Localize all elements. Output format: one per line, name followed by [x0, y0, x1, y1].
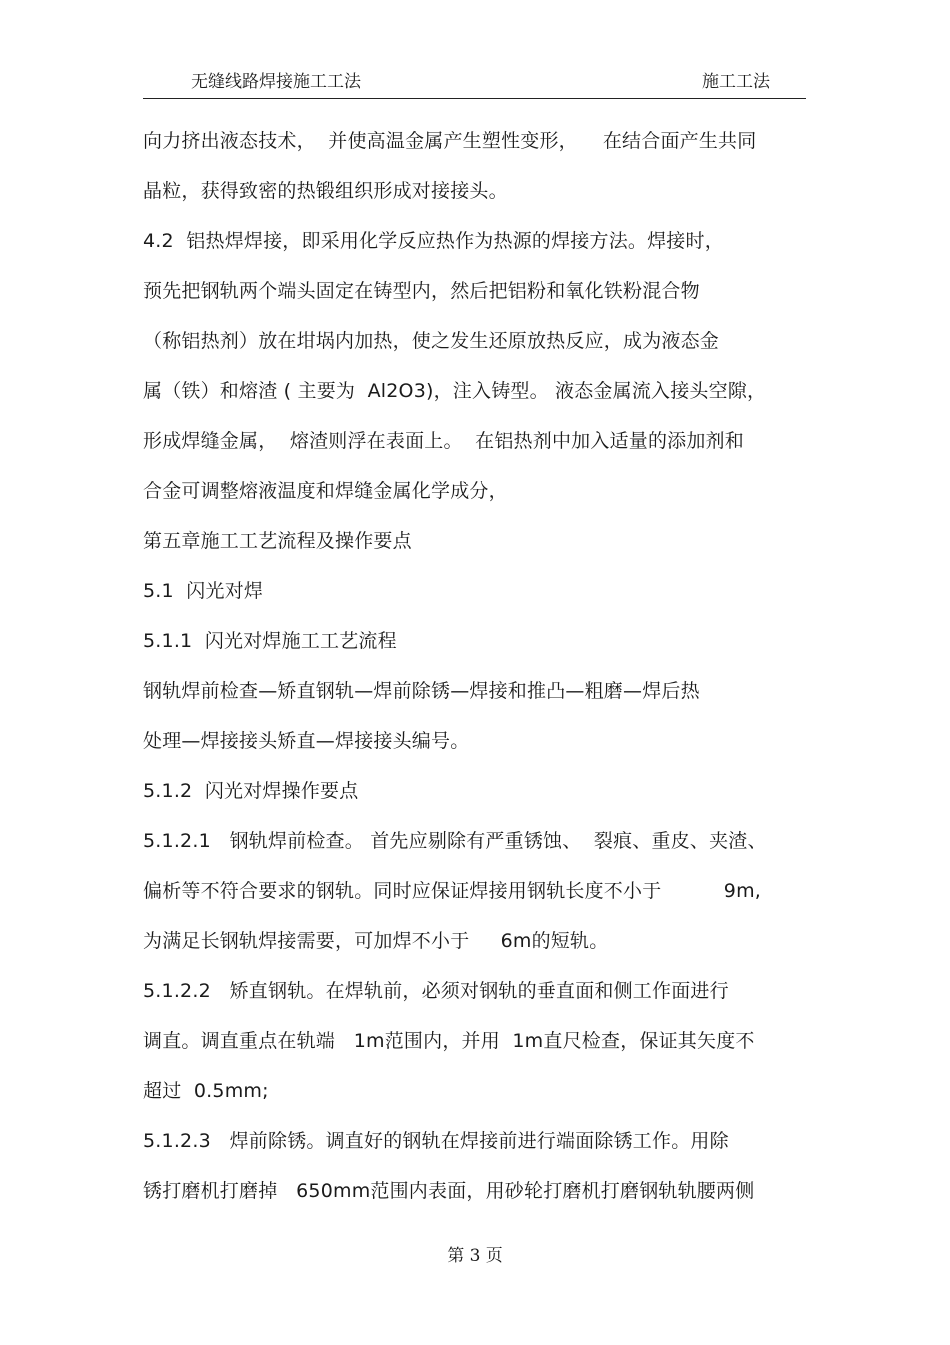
header-document-title: 无缝线路焊接施工工法	[191, 72, 361, 92]
text-line: 为满足长钢轨焊接需要，可加焊不小于 6m的短轨。	[143, 930, 609, 952]
document-body	[143, 117, 813, 1217]
chapter-heading: 第五章施工工艺流程及操作要点	[143, 530, 412, 552]
page-number: 第 3 页	[447, 1246, 503, 1266]
text-line: 5.1.2.3 焊前除锈。调直好的钢轨在焊接前进行端面除锈工作。用除	[143, 1130, 729, 1152]
text-line: 预先把钢轨两个端头固定在铸型内，然后把铝粉和氧化铁粉混合物	[143, 280, 700, 302]
text-line: 4.2 铝热焊焊接，即采用化学反应热作为热源的焊接方法。焊接时，	[143, 230, 724, 252]
text-line: 处理—焊接接头矫直—焊接接头编号。	[143, 730, 470, 752]
page-header	[143, 70, 806, 99]
header-section-title: 施工工法	[702, 72, 770, 92]
text-line: 形成焊缝金属， 熔渣则浮在表面上。 在铝热剂中加入适量的添加剂和	[143, 430, 744, 452]
text-line: 钢轨焊前检查—矫直钢轨—焊前除锈—焊接和推凸—粗磨—焊后热	[143, 680, 700, 702]
text-line: 锈打磨机打磨掉 650mm范围内表面，用砂轮打磨机打磨钢轨轨腰两侧	[143, 1180, 755, 1202]
text-line: 向力挤出液态技术， 并使高温金属产生塑性变形， 在结合面产生共同	[143, 130, 757, 152]
text-line: 晶粒，获得致密的热锻组织形成对接接头。	[143, 180, 508, 202]
text-line: 5.1.2.2 矫直钢轨。在焊轨前，必须对钢轨的垂直面和侧工作面进行	[143, 980, 729, 1002]
text-line: 属（铁）和熔渣 ( 主要为 Al2O3)，注入铸型。 液态金属流入接头空隙，	[143, 380, 767, 402]
text-line: 5.1.2.1 钢轨焊前检查。 首先应剔除有严重锈蚀、 裂痕、重皮、夹渣、	[143, 830, 767, 852]
text-line: 偏析等不符合要求的钢轨。同时应保证焊接用钢轨长度不小于 9m,	[143, 880, 762, 902]
text-line: 超过 0.5mm;	[143, 1080, 269, 1102]
section-heading: 5.1 闪光对焊	[143, 580, 264, 602]
text-line: 调直。调直重点在轨端 1m范围内，并用 1m直尺检查，保证其矢度不	[143, 1030, 755, 1052]
subsection-heading: 5.1.2 闪光对焊操作要点	[143, 780, 359, 802]
subsection-heading: 5.1.1 闪光对焊施工工艺流程	[143, 630, 397, 652]
text-line: （称铝热剂）放在坩埚内加热，使之发生还原放热反应，成为液态金	[143, 330, 720, 352]
text-line: 合金可调整熔液温度和焊缝金属化学成分，	[143, 480, 508, 502]
